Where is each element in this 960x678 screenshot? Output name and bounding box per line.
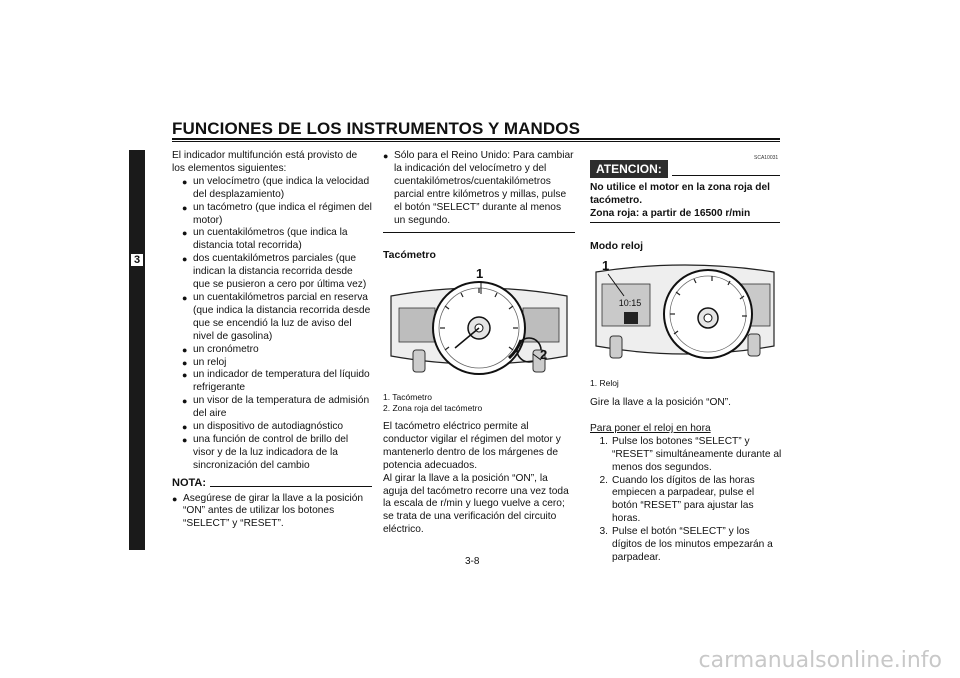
feature-list-item [172,227,372,253]
atencion-header [590,160,780,178]
callout-2: 2 [540,347,548,362]
feature-text: un visor de la temperatura de admisión del aire [193,395,370,420]
step-number: 1. [599,435,608,447]
tachometer-captions [383,392,575,414]
section-rule [383,232,575,233]
feature-text: un velocímetro (que indica la velocidad del desplazamiento) [193,175,370,200]
chapter-tab [129,150,145,550]
caption-2: 2. Zona roja del tacómetro [383,403,483,413]
clock-instruction: Gire la llave a la posición “ON”. [590,397,731,408]
feature-list-item [172,202,372,228]
bullet-dot: ● [172,493,178,504]
warning-text: No utilice el motor en la zona roja del tacómetro. [590,182,771,206]
clock-text [590,397,782,565]
clock-illustration [590,258,780,373]
warning-rule [590,222,780,223]
bullet-dot: ● [383,151,389,161]
feature-text: un reloj [193,356,227,368]
nota-label: NOTA: [172,476,207,489]
title-rule [172,138,780,140]
page-title: FUNCIONES DE LOS INSTRUMENTOS Y MANDOS [172,119,581,138]
feature-list-item [172,292,372,344]
feature-text: un cronómetro [193,343,259,355]
caption-1: 1. Tacómetro [383,392,432,402]
bullet-dot: ● [182,292,188,303]
bullet-dot: ● [182,254,188,265]
uk-bullet [383,150,575,227]
bullet-dot: ● [182,422,188,433]
step-text: Pulse los botones “SELECT” y “RESET” simultáneamente durante al menos dos segundos. [612,435,782,473]
feature-text: un cuentakilómetros parcial en reserva (que indica la distancia recorrida desde que se encendió la luz de aviso del nivel de gasolina) [193,291,371,342]
tachometer-para-1: El tacómetro eléctrico permite al conductor vigilar el régimen del motor y mantenerlo dentro de los márgenes de potencia adecuados. [383,421,561,471]
step-text: Cuando los dígitos de las horas empiecen a parpadear, pulse el botón “RESET” para ajustar las horas. [612,474,755,525]
title-rule-thin [172,141,780,142]
feature-list-item [172,344,372,357]
tachometer-heading: Tacómetro [383,249,436,261]
bullet-dot: ● [182,228,188,239]
bullet-dot: ● [182,357,188,368]
feature-text: un indicador de temperatura del líquido refrigerante [193,369,370,394]
atencion-rule [672,175,780,176]
step-item [590,475,782,527]
clock-subheading: Para poner el reloj en hora [590,422,711,434]
step-item [590,436,782,475]
bullet-dot: ● [182,370,188,381]
feature-list-item [172,395,372,421]
bullet-dot: ● [182,344,188,355]
watermark: carmanualsonline.info [698,648,942,673]
feature-text: un tacómetro (que indica el régimen del motor) [193,201,372,226]
feature-list-item [172,176,372,202]
page-number: 3-8 [465,556,480,567]
feature-list [172,176,372,473]
lcd-time: 10:15 [618,298,642,308]
section-code: SCA10031 [754,155,779,161]
column-2 [383,150,575,227]
feature-text: un cuentakilómetros (que indica la distancia total recorrida) [193,227,348,252]
step-item [590,526,782,565]
uk-bullet-text: Sólo para el Reino Unido: Para cambiar la indicación del velocímetro y del cuentakilómetros/cuentakilómetros parcial entre kilómetros y millas, pulse el botón “SELECT” durante al menos un segundo. [394,150,574,226]
feature-list-item [172,421,372,434]
feature-list-item [172,434,372,473]
clock-caption: 1. Reloj [590,378,619,388]
feature-text: una función de control de brillo del visor y de la luz indicadora de la sincronización del cambio [193,433,349,471]
bullet-dot: ● [182,434,188,445]
clock-steps [590,436,782,565]
step-text: Pulse el botón “SELECT” y los dígitos de los minutos empezarán a parpadear. [612,526,773,563]
feature-text: dos cuentakilómetros parciales (que indican la distancia recorrida desde que se pusieron a cero por última vez) [193,253,367,291]
feature-list-item [172,357,372,370]
bullet-dot: ● [182,396,188,407]
clock-mode-heading: Modo reloj [590,240,644,252]
bullet-dot: ● [182,202,188,213]
nota-bullet [172,493,372,532]
tachometer-text [383,421,575,537]
intro-text: El indicador multifunción está provisto de los elementos siguientes: [172,150,358,174]
tachometer-para-2: Al girar la llave a la posición “ON”, la aguja del tacómetro recorre una vez toda la escala de r/min y luego vuelve a cero; se trata de una verificación del circuito eléctrico. [383,472,569,536]
tachometer-illustration [383,264,575,389]
step-number: 3. [599,526,608,538]
redzone-text: Zona roja: a partir de 16500 r/min [590,207,751,219]
feature-list-item [172,369,372,395]
nota-rule [210,486,372,487]
step-number: 2. [599,474,608,486]
atencion-label: ATENCION: [590,160,668,178]
bullet-dot: ● [182,176,188,187]
nota-header [172,477,372,490]
column-1 [172,150,372,531]
feature-list-item [172,253,372,292]
nota-text: Asegúrese de girar la llave a la posición “ON” antes de utilizar los botones “SELECT” y “RESET”. [183,492,364,530]
warning-block [590,182,782,221]
callout-1: 1 [476,266,484,281]
clock-callout-1: 1 [602,258,610,273]
feature-text: un dispositivo de autodiagnóstico [193,421,344,433]
chapter-number: 3 [131,254,143,266]
